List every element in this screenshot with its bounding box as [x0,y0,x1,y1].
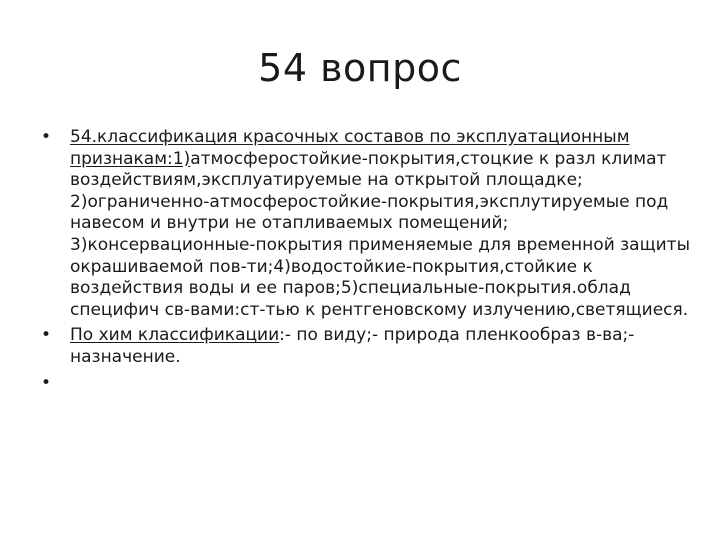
bullet-item-1 [36,127,696,321]
bullet-dot-icon: • [40,127,52,147]
slide-title: 54 вопрос [258,46,462,90]
bullet-2-text: :- по виду;- природа пленкообраз в-ва;-назначение. [70,325,635,367]
bullet-2-underlined-text: По хим классификации [70,325,280,346]
bullet-1-text: атмосферостойкие-покрытия,стоцкие к разл климат воздействиям,эксплуатируемые на открытой площадке; 2)ограниченно-атмосферостойкие-покрытия,эксплутируемые под навесом и внутри не отапливаемых помещений; 3)консервационные-покрытия применяемые для временной защиты окрашиваемой пов-ти;4)водостойкие-покрытия,стойкие к воздействия воды и ее паров;5)специальные-покрытия.облад специфич св-вами:ст-тью к рентгеновскому излучению,светящиеся. [70,148,690,320]
bullet-list [36,127,696,393]
bullet-dot-icon: • [40,372,52,393]
bullet-item-2 [36,325,696,368]
bullet-1-underlined-text: 54.классификация красочных составов по эксплуатационным признакам:1) [70,127,630,169]
bullet-dot-icon: • [40,325,52,346]
